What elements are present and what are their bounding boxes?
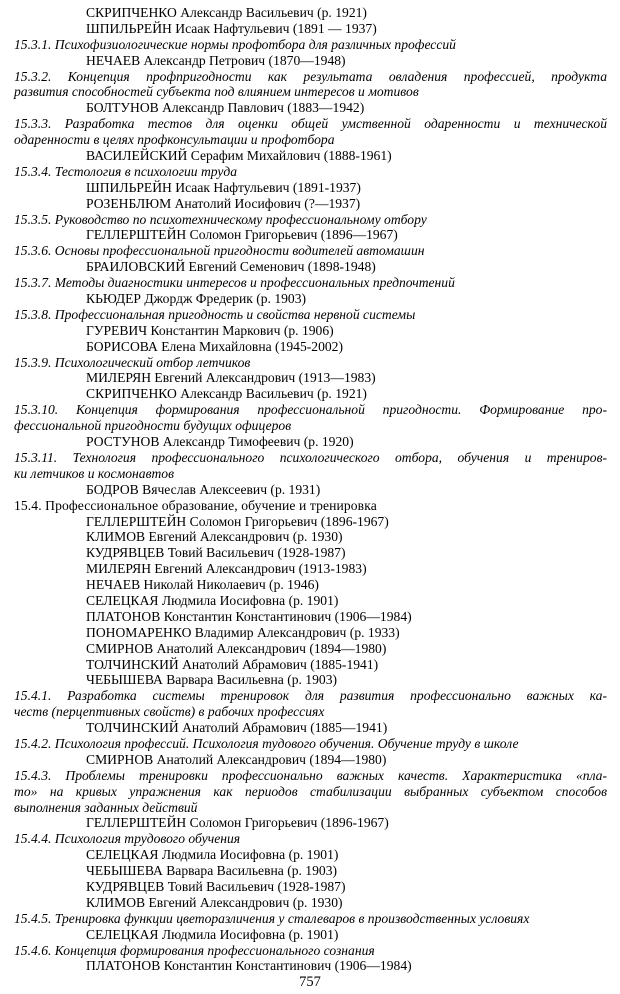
- person-line: ТОЛЧИНСКИЙ Анатолий Абрамович (1885-1941): [86, 656, 379, 672]
- person-line: РОЗЕНБЛЮМ Анатолий Иосифович (?—1937): [86, 195, 361, 211]
- person-line: СМИРНОВ Анатолий Александрович (1894—1980): [86, 751, 387, 767]
- section-line: 15.3.10. Концепция формирования профессиональной пригодности. Формирование про-: [14, 402, 607, 418]
- person-line: ЧЕБЫШЕВА Варвара Васильевна (р. 1903): [86, 672, 338, 688]
- person-line: СЕЛЕЦКАЯ Людмила Иосифовна (р. 1901): [86, 592, 339, 608]
- person-line: КУДРЯВЦЕВ Товий Васильевич (1928-1987): [86, 545, 346, 561]
- section-line: 15.4.1. Разработка системы тренировок для развития профессионально важных ка-: [14, 688, 607, 704]
- section-continuation-line: то» на кривых упражнения как периодов стабилизации выбранных субъектом способов: [14, 783, 607, 799]
- person-line: ПЛАТОНОВ Константин Константинович (1906—1984): [86, 958, 412, 974]
- page-number: 757: [299, 974, 321, 990]
- person-line: ВАСИЛЕЙСКИЙ Серафим Михайлович (1888-1961): [86, 148, 392, 164]
- person-line: БРАИЛОВСКИЙ Евгений Семенович (1898-1948): [86, 259, 376, 275]
- person-line: БОРИСОВА Елена Михайловна (1945-2002): [86, 338, 343, 354]
- section-line: 15.4.4. Психология трудового обучения: [14, 831, 241, 847]
- section-continuation-line: выполнения заданных действий: [14, 799, 198, 815]
- section-line: 15.4.3. Проблемы тренировки профессионально важных качеств. Характеристика «пла-: [14, 767, 607, 783]
- person-line: КЛИМОВ Евгений Александрович (р. 1930): [86, 894, 343, 910]
- person-line: ГЕЛЛЕРШТЕЙН Соломон Григорьевич (1896—1967): [86, 227, 398, 243]
- section-line: 15.3.8. Профессиональная пригодность и свойства нервной системы: [14, 306, 416, 322]
- section-line: 15.3.11. Технология профессионального психологического отбора, обучения и трениров-: [14, 449, 607, 465]
- person-line: ГУРЕВИЧ Константин Маркович (р. 1906): [86, 322, 334, 338]
- person-line: НЕЧАЕВ Николай Николаевич (р. 1946): [86, 577, 319, 593]
- person-line: СЕЛЕЦКАЯ Людмила Иосифовна (р. 1901): [86, 847, 339, 863]
- section-line: 15.3.6. Основы профессиональной пригодности водителей автомашин: [14, 243, 425, 259]
- section-continuation-line: одаренности в целях профконсультации и профотбора: [14, 132, 335, 148]
- person-line: НЕЧАЕВ Александр Петрович (1870—1948): [86, 52, 346, 68]
- section-line: 15.4.2. Психология профессий. Психология тудового обучения. Обучение труду в школе: [14, 735, 519, 751]
- person-line: МИЛЕРЯН Евгений Александрович (1913-1983): [86, 561, 367, 577]
- person-line: СЕЛЕЦКАЯ Людмила Иосифовна (р. 1901): [86, 926, 339, 942]
- section-line: 15.3.3. Разработка тестов для оценки общей умственной одаренности и технической: [14, 116, 607, 132]
- person-line: БОДРОВ Вячеслав Алексеевич (р. 1931): [86, 481, 321, 497]
- person-line: БОЛТУНОВ Александр Павлович (1883—1942): [86, 100, 365, 116]
- person-line: ШПИЛЬРЕЙН Исаак Нафтульевич (1891 — 1937): [86, 20, 377, 36]
- section-line: 15.3.1. Психофизиологические нормы профотбора для различных профессий: [14, 36, 456, 52]
- section-line: 15.3.5. Руководство по психотехническому профессиональному отбору: [14, 211, 427, 227]
- person-line: ГЕЛЛЕРШТЕЙН Соломон Григорьевич (1896-1967): [86, 513, 389, 529]
- section-line: 15.4.5. Тренировка функции цветоразличения у сталеваров в производственных условиях: [14, 910, 530, 926]
- person-line: РОСТУНОВ Александр Тимофеевич (р. 1920): [86, 434, 354, 450]
- person-line: ПЛАТОНОВ Константин Константинович (1906—1984): [86, 608, 412, 624]
- person-line: ЧЕБЫШЕВА Варвара Васильевна (р. 1903): [86, 863, 338, 879]
- section-line: 15.3.2. Концепция профпригодности как результата овладения профессией, продукта: [14, 68, 607, 84]
- section-line: 15.4.6. Концепция формирования профессионального сознания: [14, 942, 375, 958]
- person-line: ШПИЛЬРЕЙН Исаак Нафтульевич (1891-1937): [86, 179, 361, 195]
- toc-lines: [14, 5, 607, 974]
- person-line: СКРИПЧЕНКО Александр Васильевич (р. 1921): [86, 5, 367, 20]
- section-continuation-line: развития способностей субъекта под влиянием интересов и мотивов: [14, 84, 419, 100]
- person-line: ГЕЛЛЕРШТЕЙН Соломон Григорьевич (1896-1967): [86, 815, 389, 831]
- person-line: КЬЮДЕР Джордж Фредерик (р. 1903): [86, 291, 307, 307]
- section-line: 15.3.7. Методы диагностики интересов и профессиональных предпочтений: [14, 275, 455, 291]
- section-heading-line: 15.4. Профессиональное образование, обучение и тренировка: [14, 497, 377, 513]
- person-line: КУДРЯВЦЕВ Товий Васильевич (1928-1987): [86, 878, 346, 894]
- person-line: ТОЛЧИНСКИЙ Анатолий Абрамович (1885—1941): [86, 720, 388, 736]
- person-line: СМИРНОВ Анатолий Александрович (1894—1980): [86, 640, 387, 656]
- section-line: 15.3.4. Тестология в психологии труда: [14, 163, 238, 179]
- person-line: ПОНОМАРЕНКО Владимир Александрович (р. 1933): [86, 624, 400, 640]
- person-line: МИЛЕРЯН Евгений Александрович (1913—1983): [86, 370, 376, 386]
- section-continuation-line: ки летчиков и космонавтов: [14, 465, 175, 481]
- section-continuation-line: фессиональной пригодности будущих офицеров: [14, 418, 292, 434]
- person-line: СКРИПЧЕНКО Александр Васильевич (р. 1921): [86, 386, 367, 402]
- section-continuation-line: честв (перцептивных свойств) в рабочих профессиях: [14, 704, 325, 720]
- section-line: 15.3.9. Психологический отбор летчиков: [14, 354, 251, 370]
- person-line: КЛИМОВ Евгений Александрович (р. 1930): [86, 529, 343, 545]
